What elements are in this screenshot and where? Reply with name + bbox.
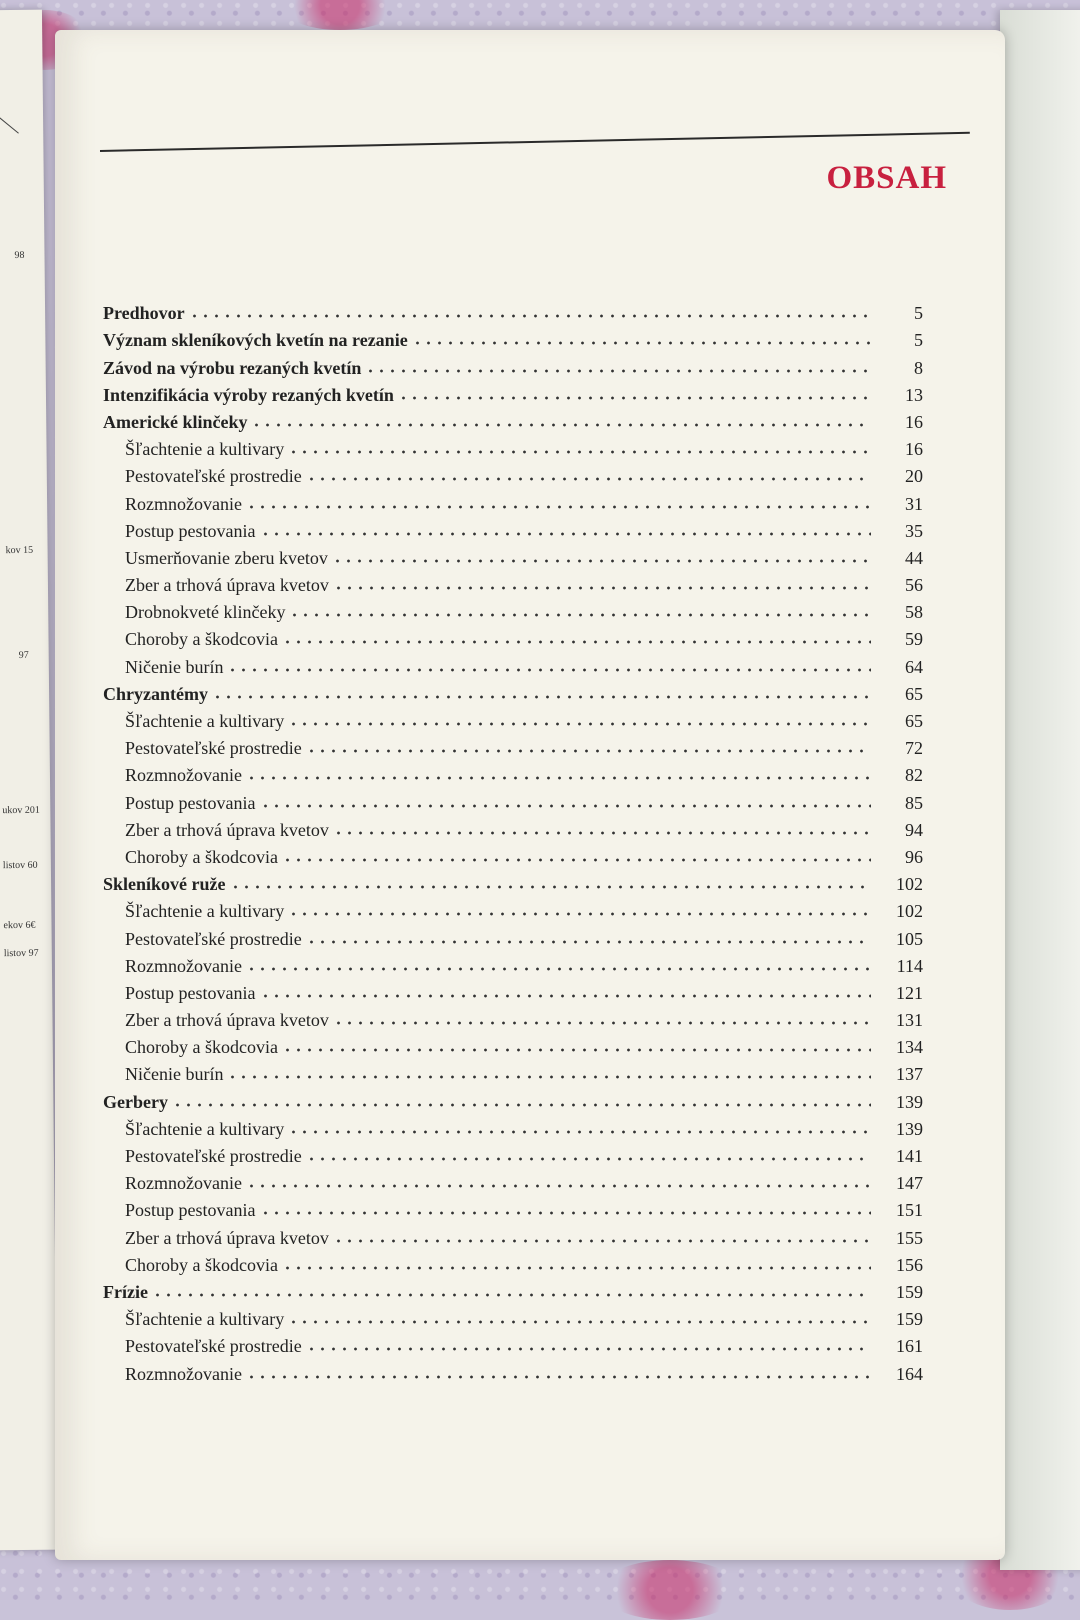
dot-leader — [246, 967, 871, 971]
left-page-fragment: listov 60 — [2, 859, 38, 872]
dot-leader — [189, 314, 871, 318]
toc-page-number: 164 — [896, 1363, 923, 1384]
toc-entry — [103, 676, 923, 703]
dot-leader — [288, 722, 871, 726]
dot-leader — [260, 532, 872, 536]
toc-section-title: Zber a trhová úprava kvetov — [125, 576, 333, 594]
toc-chapter-title: Frízie — [103, 1283, 152, 1301]
toc-page-number: 137 — [896, 1064, 923, 1085]
toc-entry — [103, 404, 923, 431]
toc-page-number: 5 — [914, 330, 923, 351]
toc-entry — [103, 1328, 923, 1355]
dot-leader — [306, 940, 871, 944]
toc-page-number: 96 — [905, 846, 923, 867]
toc-section-title: Pestovateľské prostredie — [125, 930, 306, 948]
toc-section-title: Šľachtenie a kultivary — [125, 1120, 288, 1138]
toc-section-title: Zber a trhová úprava kvetov — [125, 1229, 333, 1247]
toc-page-number: 151 — [896, 1200, 923, 1221]
toc-page-number: 159 — [896, 1309, 923, 1330]
dot-leader — [412, 341, 871, 345]
toc-page-number: 139 — [896, 1091, 923, 1112]
dot-leader — [288, 1130, 871, 1134]
dot-leader — [306, 1347, 871, 1351]
toc-chapter-title: Závod na výrobu rezaných kvetín — [103, 359, 365, 377]
dot-leader — [246, 505, 871, 509]
toc-section-title: Zber a trhová úprava kvetov — [125, 1011, 333, 1029]
toc-entry — [103, 1301, 923, 1328]
dot-leader — [227, 668, 871, 672]
toc-section-title: Pestovateľské prostredie — [125, 1337, 306, 1355]
dot-leader — [227, 1075, 871, 1079]
toc-page-number: 16 — [905, 439, 923, 460]
left-page-fragment: kov 15 — [5, 544, 34, 557]
dot-leader — [260, 804, 872, 808]
toc-section-title: Drobnokveté klinčeky — [125, 603, 289, 621]
dot-leader — [398, 396, 871, 400]
toc-chapter-title: Význam skleníkových kvetín na rezanie — [103, 331, 412, 349]
dot-leader — [365, 369, 871, 373]
dot-leader — [282, 858, 871, 862]
toc-chapter-title: Predhovor — [103, 304, 189, 322]
toc-entry — [103, 322, 923, 349]
toc-entry — [103, 567, 923, 594]
toc-section-title: Pestovateľské prostredie — [125, 739, 306, 757]
toc-section-title: Ničenie burín — [125, 658, 227, 676]
toc-section-title: Rozmnožovanie — [125, 766, 246, 784]
dot-leader — [289, 613, 871, 617]
toc-section-title: Rozmnožovanie — [125, 957, 246, 975]
book-page — [55, 30, 1005, 1560]
toc-entry — [103, 812, 923, 839]
toc-page-number: 161 — [896, 1336, 923, 1357]
toc-entry — [103, 703, 923, 730]
toc-entry — [103, 866, 923, 893]
toc-section-title: Postup pestovania — [125, 984, 260, 1002]
toc-page-number: 82 — [905, 765, 923, 786]
dot-leader — [246, 1375, 871, 1379]
toc-page-number: 141 — [896, 1146, 923, 1166]
toc-chapter-title: Chryzantémy — [103, 685, 212, 703]
toc-entry — [103, 621, 923, 648]
toc-entry — [103, 1002, 923, 1029]
dot-leader — [306, 749, 871, 753]
toc-entry — [103, 975, 923, 1002]
toc-page-number: 35 — [905, 520, 923, 541]
toc-page-number: 59 — [905, 629, 923, 650]
toc-entry — [103, 1138, 923, 1165]
toc-page-number: 58 — [905, 602, 923, 623]
dot-leader — [172, 1103, 871, 1107]
toc-section-title: Šľachtenie a kultivary — [125, 902, 288, 920]
table-of-contents — [103, 295, 923, 1383]
dot-leader — [333, 831, 871, 835]
toc-entry — [103, 1083, 923, 1110]
dot-leader — [288, 1320, 871, 1324]
dot-leader — [282, 1266, 871, 1270]
right-page-edge — [1000, 10, 1080, 1570]
toc-page-number: 156 — [896, 1254, 923, 1275]
toc-entry — [103, 1029, 923, 1056]
toc-entry — [103, 295, 923, 322]
toc-entry — [103, 1355, 923, 1382]
toc-section-title: Pestovateľské prostredie — [125, 467, 306, 485]
toc-page-number: 102 — [896, 874, 923, 895]
left-page-fragment: ukov 201 — [2, 804, 40, 817]
toc-page-number: 31 — [905, 493, 923, 514]
dot-leader — [306, 1157, 871, 1161]
dot-leader — [152, 1293, 871, 1297]
toc-page-number: 72 — [905, 738, 923, 759]
dot-leader — [212, 695, 871, 699]
toc-entry — [103, 485, 923, 512]
toc-entry — [103, 594, 923, 621]
toc-section-title: Rozmnožovanie — [125, 1174, 246, 1192]
toc-entry — [103, 757, 923, 784]
toc-page-number: 134 — [896, 1037, 923, 1058]
toc-entry — [103, 1192, 923, 1219]
toc-page-number: 131 — [896, 1010, 923, 1031]
toc-entry — [103, 893, 923, 920]
dot-leader — [282, 1048, 871, 1052]
dot-leader — [260, 1211, 872, 1215]
left-page-fragment: 98 — [14, 249, 25, 261]
toc-page-number: 114 — [896, 955, 923, 976]
toc-page-number: 121 — [896, 982, 923, 1003]
toc-page-number: 139 — [896, 1118, 923, 1139]
dot-leader — [251, 423, 871, 427]
toc-entry — [103, 1056, 923, 1083]
toc-section-title: Šľachtenie a kultivary — [125, 440, 288, 458]
toc-entry — [103, 730, 923, 757]
toc-chapter-title: Skleníkové ruže — [103, 875, 230, 893]
toc-section-title: Postup pestovania — [125, 794, 260, 812]
toc-entry — [103, 458, 923, 485]
dot-leader — [333, 586, 871, 590]
dot-leader — [246, 1184, 871, 1188]
toc-page-number: 44 — [905, 547, 923, 568]
toc-entry — [103, 540, 923, 567]
dot-leader — [333, 1021, 871, 1025]
toc-page-number: 64 — [905, 656, 923, 677]
toc-page-number: 94 — [905, 819, 923, 840]
toc-section-title: Postup pestovania — [125, 522, 260, 540]
left-page-fragment: 97 — [18, 649, 29, 661]
toc-entry — [103, 1165, 923, 1192]
toc-page-number: 16 — [905, 411, 923, 432]
toc-page-number: 147 — [896, 1173, 923, 1194]
toc-chapter-title: Intenzifikácia výroby rezaných kvetín — [103, 386, 398, 404]
toc-page-number: 155 — [896, 1227, 923, 1248]
toc-page-number: 105 — [896, 928, 923, 949]
dot-leader — [332, 559, 871, 563]
toc-entry — [103, 1247, 923, 1274]
toc-section-title: Rozmnožovanie — [125, 1365, 246, 1383]
toc-chapter-title: Americké klinčeky — [103, 413, 251, 431]
toc-entry — [103, 839, 923, 866]
toc-entry — [103, 349, 923, 376]
dot-leader — [246, 776, 871, 780]
toc-entry — [103, 431, 923, 458]
page-title: OBSAH — [826, 160, 947, 196]
toc-section-title: Choroby a škodcovia — [125, 630, 282, 648]
toc-page-number: 65 — [905, 683, 923, 704]
toc-page-number: 65 — [905, 711, 923, 731]
toc-entry — [103, 1219, 923, 1246]
toc-section-title: Choroby a škodcovia — [125, 1256, 282, 1274]
toc-page-number: 159 — [896, 1281, 923, 1302]
toc-section-title: Rozmnožovanie — [125, 495, 246, 513]
dot-leader — [333, 1239, 871, 1243]
toc-section-title: Postup pestovania — [125, 1201, 260, 1219]
toc-entry — [103, 513, 923, 540]
toc-page-number: 8 — [914, 357, 923, 378]
dot-leader — [288, 450, 871, 454]
toc-section-title: Šľachtenie a kultivary — [125, 712, 288, 730]
toc-section-title: Zber a trhová úprava kvetov — [125, 821, 333, 839]
toc-page-number: 102 — [896, 901, 923, 922]
toc-page-number: 85 — [905, 792, 923, 813]
toc-entry — [103, 948, 923, 975]
toc-section-title: Usmerňovanie zberu kvetov — [125, 549, 332, 567]
toc-section-title: Choroby a škodcovia — [125, 1038, 282, 1056]
dot-leader — [282, 640, 871, 644]
left-page-rule — [0, 108, 19, 134]
toc-entry — [103, 648, 923, 675]
toc-page-number: 5 — [914, 303, 923, 324]
toc-section-title: Pestovateľské prostredie — [125, 1147, 306, 1165]
left-page-fragment: listov 97 — [3, 947, 39, 960]
toc-page-number: 13 — [905, 384, 923, 405]
dot-leader — [230, 885, 871, 889]
embroidery-mark — [600, 1560, 740, 1620]
toc-section-title: Choroby a škodcovia — [125, 848, 282, 866]
toc-entry — [103, 377, 923, 404]
toc-chapter-title: Gerbery — [103, 1093, 172, 1111]
dot-leader — [306, 477, 871, 481]
toc-entry — [103, 1274, 923, 1301]
dot-leader — [260, 994, 872, 998]
toc-section-title: Ničenie burín — [125, 1065, 227, 1083]
left-page-fragment: ekov 6€ — [3, 919, 36, 932]
toc-section-title: Šľachtenie a kultivary — [125, 1310, 288, 1328]
header-rule — [100, 132, 970, 152]
toc-entry — [103, 1111, 923, 1138]
dot-leader — [288, 912, 871, 916]
toc-entry — [103, 920, 923, 947]
toc-page-number: 20 — [905, 466, 923, 487]
toc-page-number: 56 — [905, 575, 923, 596]
toc-entry — [103, 784, 923, 811]
